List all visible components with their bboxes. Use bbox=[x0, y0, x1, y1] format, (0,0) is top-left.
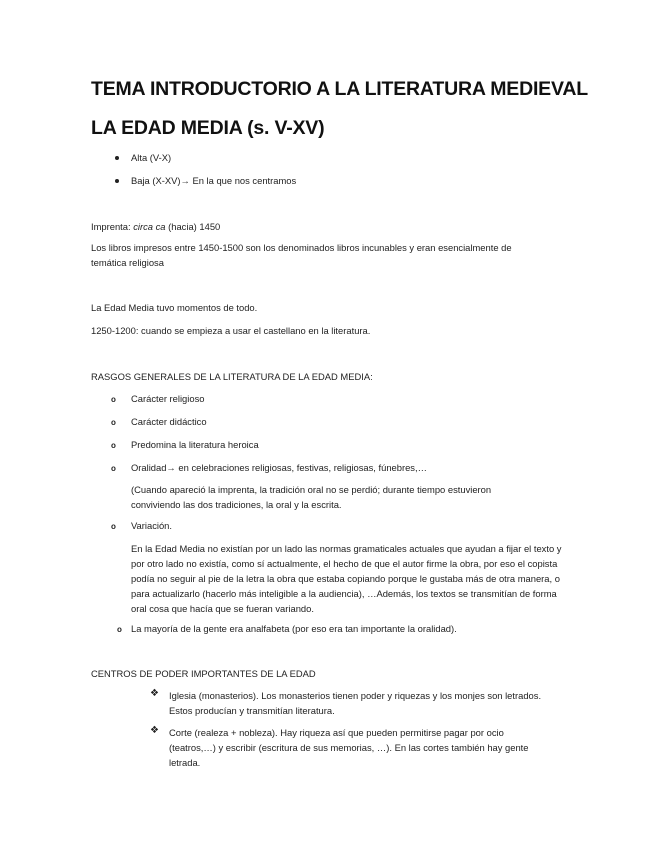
paragraph-imprenta bbox=[91, 219, 220, 234]
paragraph-variacion: En la Edad Media no existían por un lado las normas gramaticales actuales que ayudan a fijar el texto y por otro lado no existía, como sí actualmente, el hecho de que el autor firme la obra, por eso el copista podía no seguir al pie de la letra la obra que estaba copiando porque le gustaba más de otra manera, o para actualizarlo (hacerlo más inteligible a la audiencia), …Además, los textos se transmitían de forma oral cosa que hacía que se fueran variando. bbox=[131, 543, 562, 614]
list-item-alta bbox=[131, 150, 171, 165]
bullet-dot-icon bbox=[115, 179, 119, 183]
list-item-centro: Corte (realeza + nobleza). Hay riqueza así que pueden permitirse pagar por ocio (teatros,…) y escribir (escritura de sus memorias, …). En las cortes también hay gente letrada. bbox=[169, 727, 529, 768]
imprenta-prefix: Imprenta: bbox=[91, 221, 134, 232]
imprenta-rest: (hacia) 1450 bbox=[165, 221, 221, 232]
paragraph-oralidad-note: (Cuando apareció la imprenta, la tradición oral no se perdió; durante tiempo estuvieron conviviendo las dos tradiciones, la oral y la escrita. bbox=[131, 484, 492, 510]
paragraph-castellano: 1250-1200: cuando se empieza a usar el castellano en la literatura. bbox=[91, 325, 371, 336]
heading-centros: CENTROS DE PODER IMPORTANTES DE LA EDAD bbox=[91, 668, 316, 679]
list-item-rasgo: Carácter didáctico bbox=[131, 416, 207, 427]
list-item-baja bbox=[131, 173, 296, 188]
circle-bullet-icon: o bbox=[117, 625, 122, 634]
diamond-bullet-icon: ❖ bbox=[150, 725, 159, 736]
period-note: → En la que nos centramos bbox=[180, 175, 297, 186]
list-item-rasgo: Oralidad→ en celebraciones religiosas, festivas, religiosas, fúnebres,… bbox=[131, 462, 427, 473]
circle-bullet-icon: o bbox=[111, 395, 116, 404]
paragraph-momentos: La Edad Media tuvo momentos de todo. bbox=[91, 302, 258, 313]
list-item-rasgo: Predomina la literatura heroica bbox=[131, 439, 259, 450]
circle-bullet-icon: o bbox=[111, 441, 116, 450]
circle-bullet-icon: o bbox=[111, 522, 116, 531]
period-label: Baja bbox=[131, 175, 150, 186]
imprenta-circa: circa ca bbox=[133, 221, 166, 232]
period-label: Alta bbox=[131, 152, 148, 163]
paragraph-incunables: Los libros impresos entre 1450-1500 son los denominados libros incunables y eran esencialmente de temática religiosa bbox=[91, 242, 512, 268]
circle-bullet-icon: o bbox=[111, 464, 116, 473]
list-item-analfabeta: La mayoría de la gente era analfabeta (por eso era tan importante la oralidad). bbox=[131, 623, 457, 634]
section-title-edad-media: LA EDAD MEDIA (s. V-XV) bbox=[91, 117, 325, 139]
heading-rasgos: RASGOS GENERALES DE LA LITERATURA DE LA EDAD MEDIA: bbox=[91, 371, 373, 382]
list-item-rasgo: Carácter religioso bbox=[131, 393, 205, 404]
bullet-dot-icon bbox=[115, 156, 119, 160]
circle-bullet-icon: o bbox=[111, 418, 116, 427]
diamond-bullet-icon: ❖ bbox=[150, 688, 159, 699]
document-title: TEMA INTRODUCTORIO A LA LITERATURA MEDIEVAL bbox=[91, 78, 588, 100]
period-range: (X-XV) bbox=[149, 175, 181, 186]
list-item-centro: Iglesia (monasterios). Los monasterios tienen poder y riquezas y los monjes son letrados. Estos producían y transmitían literatura. bbox=[169, 690, 542, 716]
period-range: (V-X) bbox=[147, 152, 172, 163]
list-item-variacion: Variación. bbox=[131, 520, 172, 531]
